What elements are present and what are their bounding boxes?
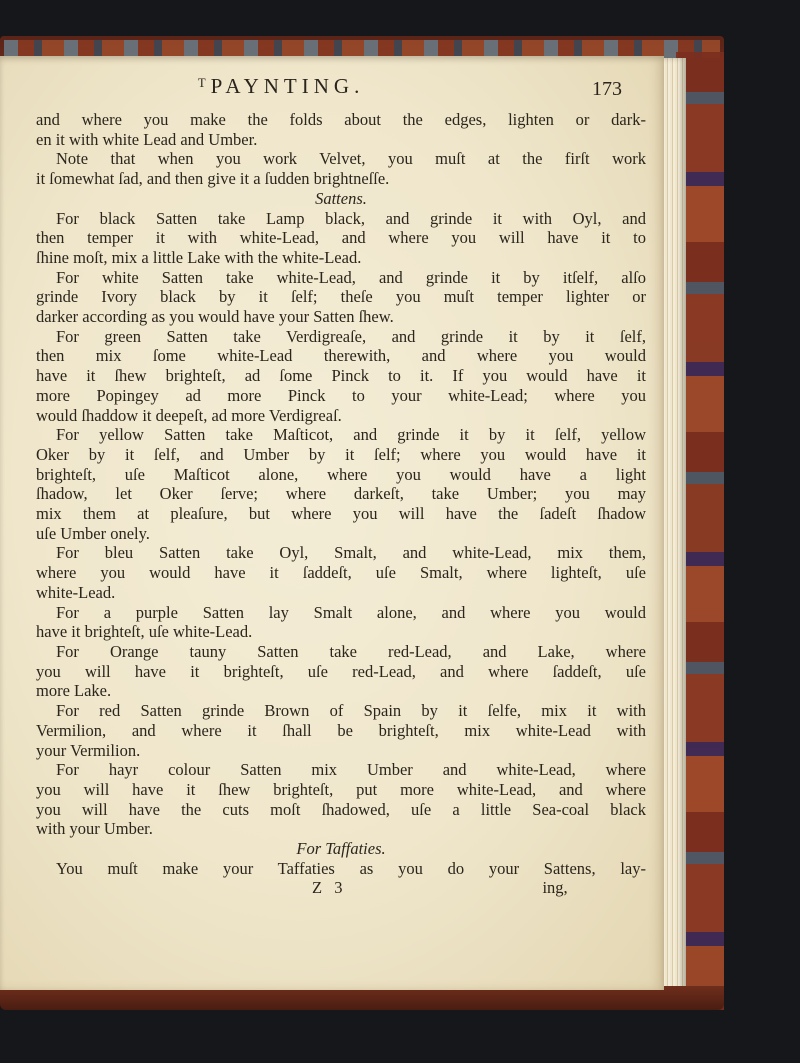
text-line: Note that when you work Velvet, you muſt at the firſt work	[56, 149, 646, 169]
text-line: For red Satten grinde Brown of Spain by it ſelfe, mix it with	[56, 701, 646, 721]
page-body-text	[36, 110, 646, 898]
text-line: ſhine moſt, mix a little Lake with the white-Lead.	[36, 247, 362, 267]
text-line: For hayr colour Satten mix Umber and white-Lead, where	[56, 760, 646, 780]
text-line: have it ſhew brighteſt, ad ſome Pinck to it. If you would have it	[36, 366, 646, 386]
text-line: You muſt make your Taffaties as you do your Sattens, lay-	[56, 858, 646, 878]
text-line: where you would have it ſaddeſt, uſe Smalt, where lighteſt, uſe	[36, 563, 646, 583]
signature-mark: Z 3	[312, 878, 343, 898]
text-line: For Orange tauny Satten take red-Lead, and Lake, where	[56, 641, 646, 661]
text-line: have it brighteſt, uſe white-Lead.	[36, 622, 253, 642]
text-line: more Lake.	[36, 681, 112, 701]
text-line: it ſomewhat ſad, and then give it a ſudden brightneſſe.	[36, 169, 390, 189]
section-heading: For Taffaties.	[296, 839, 386, 859]
text-line: For white Satten take white-Lead, and grinde it by itſelf, alſo	[56, 267, 646, 287]
text-line: your Vermilion.	[36, 740, 141, 760]
section-heading: Sattens.	[315, 188, 367, 208]
text-line: brighteſt, uſe Maſticot alone, where you would have a light	[36, 464, 646, 484]
text-line: you will have it ſhew brighteſt, put more white-Lead, and where	[36, 779, 646, 799]
text-line: you will have the cuts moſt ſhadowed, uſe a little Sea-coal black	[36, 799, 646, 819]
text-line: would ſhaddow it deepeſt, ad more Verdigreaſ.	[36, 405, 342, 425]
page-header	[0, 72, 664, 106]
text-line: en it with white Lead and Umber.	[36, 129, 258, 149]
text-line: For yellow Satten take Maſticot, and grinde it by it ſelf, yellow	[56, 425, 646, 445]
text-line: grinde Ivory black by it ſelf; theſe you muſt temper lighter or	[36, 287, 646, 307]
text-line: For green Satten take Verdigreaſe, and grinde it by it ſelf,	[56, 326, 646, 346]
text-line: then mix ſome white-Lead therewith, and where you would	[36, 346, 646, 366]
text-line: you will have it brighteſt, uſe red-Lead, and where ſaddeſt, uſe	[36, 661, 646, 681]
running-head: ᵀPAYNTING.	[198, 74, 365, 98]
text-line: darker according as you would have your Satten ſhew.	[36, 307, 394, 327]
text-line: white-Lead.	[36, 582, 116, 602]
signature-line	[36, 878, 646, 898]
catchword: ing,	[542, 878, 568, 898]
page-number: 173	[592, 78, 622, 100]
text-line: For bleu Satten take Oyl, Smalt, and white-Lead, mix them,	[56, 543, 646, 563]
text-line: with your Umber.	[36, 819, 153, 839]
text-line: Oker by it ſelf, and Umber by it ſelf; where you would have it	[36, 444, 646, 464]
text-line: and where you make the folds about the edges, lighten or dark-	[36, 110, 646, 129]
text-line: For black Satten take Lamp black, and grinde it with Oyl, and	[56, 208, 646, 228]
text-line: mix them at pleaſure, but where you will have the ſadeſt ſhadow	[36, 504, 646, 524]
text-line: more Popingey ad more Pinck to your white-Lead; where you	[36, 385, 646, 405]
book-page	[0, 56, 664, 990]
text-line: uſe Umber onely.	[36, 523, 150, 543]
text-line: Vermilion, and where it ſhall be brighteſt, mix white-Lead with	[36, 720, 646, 740]
text-line: For a purple Satten lay Smalt alone, and where you would	[56, 602, 646, 622]
text-line: ſhadow, let Oker ſerve; where darkeſt, take Umber; you may	[36, 484, 646, 504]
text-line: then temper it with white-Lead, and where you will have it to	[36, 228, 646, 248]
